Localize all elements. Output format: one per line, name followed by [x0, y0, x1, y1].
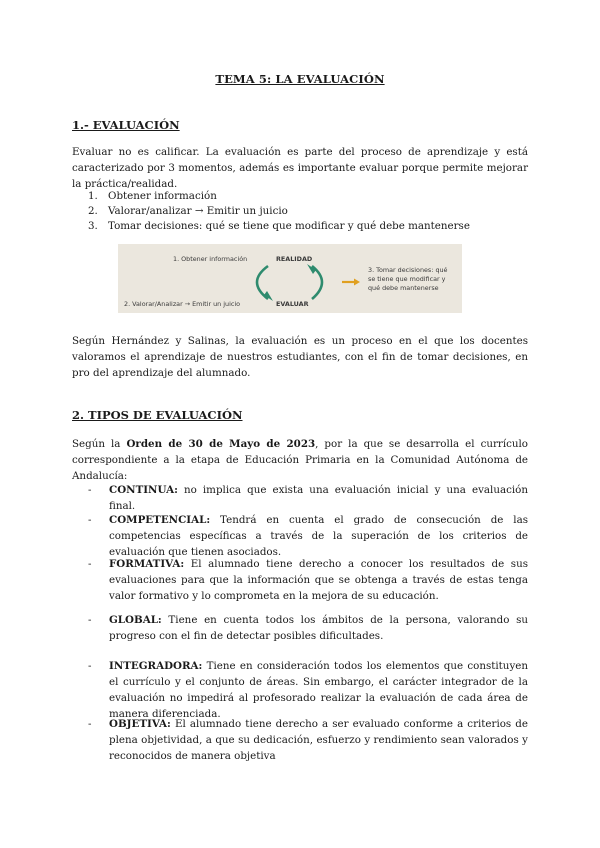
diagram-step3-line2: se tiene que modificar y — [368, 275, 446, 283]
list-item: - GLOBAL: Tiene en cuenta todos los ámbitos de la persona, valorando su progreso con el fin de detectar posibles dificultades. — [88, 614, 528, 642]
list-item: - FORMATIVA: El alumnado tiene derecho a conocer los resultados de sus evaluaciones para que la información que se obtenga a través de estas tenga valor formativo y lo comprometa en la mejora de su educación. — [88, 558, 528, 602]
page-title: TEMA 5: LA EVALUACIÓN — [215, 72, 385, 86]
arrowhead-icon — [354, 279, 360, 286]
diagram-step3-line3: qué debe mantenerse — [368, 284, 439, 292]
list-item: 1. Obtener información — [88, 190, 217, 202]
diagram-step3-line1: 3. Tomar decisiones: qué — [368, 266, 448, 274]
hernandez-salinas-quote: Según Hernández y Salinas, la evaluación es un proceso en el que los docentes valoramos el aprendizaje de nuestros estudiantes, con el fin de tomar decisiones, en pro del aprendizaje del alumnado. — [72, 335, 528, 379]
list-item: - CONTINUA: no implica que exista una evaluación inicial y una evaluación final. — [88, 484, 528, 512]
list-item: 2. Valorar/analizar → Emitir un juicio — [88, 205, 288, 217]
steps-list — [88, 189, 470, 234]
diagram-evaluar: EVALUAR — [276, 300, 309, 308]
section-heading-tipos: 2. TIPOS DE EVALUACIÓN — [72, 408, 243, 422]
diagram-step1: 1. Obtener información — [173, 255, 248, 263]
diagram-realidad: REALIDAD — [276, 255, 313, 263]
list-item: 3. Tomar decisiones: qué se tiene que modificar y qué debe mantenerse — [88, 220, 470, 232]
section1-intro: Evaluar no es calificar. La evaluación es parte del proceso de aprendizaje y está caracterizado por 3 momentos, además es importante evaluar porque permite mejorar la práctica/realidad. — [72, 146, 528, 190]
section2-intro: Según la Orden de 30 de Mayo de 2023, por la que se desarrolla el currículo correspondiente a la etapa de Educación Primaria en la Comunidad Autónoma de Andalucía: — [72, 438, 528, 482]
list-item: - COMPETENCIAL: Tendrá en cuenta el grado de consecución de las competencias específicas a través de la superación de los criterios de evaluación que tienen asociados. — [88, 514, 528, 558]
list-item: - INTEGRADORA: Tiene en consideración todos los elementos que constituyen el currículo y el conjunto de áreas. Sin embargo, el carácter integrador de la evaluación no impedirá al profesorado realizar la evaluación de cada área de manera diferenciada. — [88, 660, 528, 720]
list-item: - OBJETIVA: El alumnado tiene derecho a ser evaluado conforme a criterios de plena objetividad, a que su dedicación, esfuerzo y rendimiento sean valorados y reconocidos de manera objetiva — [88, 718, 528, 762]
diagram-step2: 2. Valorar/Analizar → Emitir un juicio — [124, 300, 241, 308]
section-heading-evaluacion: 1.- EVALUACIÓN — [72, 118, 180, 132]
evaluation-cycle-diagram — [118, 244, 462, 313]
